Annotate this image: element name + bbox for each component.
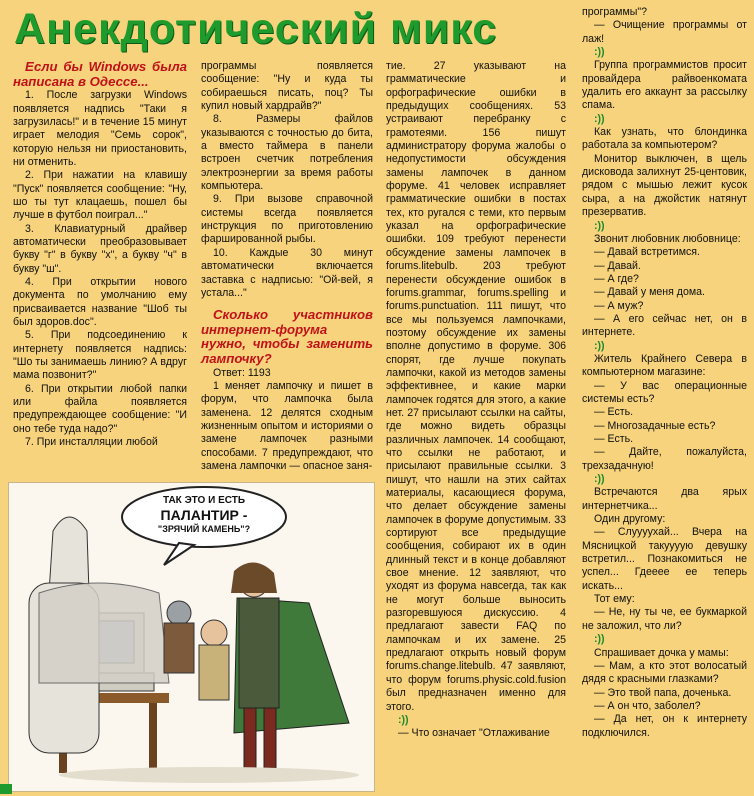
dialogue-line: — Дайте, пожалуйста, трехзадачную! — [582, 446, 747, 472]
paragraph: тие. 27 указывают на грамматические и орфографические ошибки в предыдущих сообщениях. 53 устраивают перебранку с грамотеями. 156 пишут администратору форума жалобы о недопустимости обсуждения замены лампочек в данном форуме. 41 человек исправляет грамматические ошибки в постах тех, кто ругался с теми, кто первым указал на орфографические ошибки. 109 требуют перенести обсуждение замены лампочек в forums.litebulb. 203 требуют перенести обсуждение ошибок в forums.grammar, forums.spelling и forums.punctuation. 111 пишут, что все мы пользуемся лампочками, поэтому обсуждение их замены вполне допустимо в форуме. 306 спорят, где лучше покупать лампочки, какой из методов замены эффективнее, и какие марки лампочек годятся для этого, а какие нет. 27 присылают ссылки на сайты, где можно видеть образцы различных лампочек. 14 сообщают, что ссылки не работают, и присылают правильные ссылки. 3 пишут, что нашли на этих сайтах материалы, касающиеся форума, что делает обсуждение замены лампочек в форуме допустимым. 33 сортируют все предыдущие сообщения, собирают их в один длинный текст и в конце добавляют свое мнение. 12 заявляют, что уходят из форума навсегда, так как не могут больше выносить разгоревшуюся дискуссию. 4 предлагают завести FAQ по лампочкам и их замене. 25 предлагают открыть новый форум forums.change.litebulb. 47 заявляют, что форум forums.physic.cold.fusion был предназначен именно для этого. — [386, 60, 566, 713]
dialogue-line: — А его сейчас нет, он в интернете. — [582, 312, 747, 339]
bubble-line: ПАЛАНТИР - — [160, 507, 248, 523]
paragraph: Один другому: — [594, 513, 666, 526]
smiley-separator: :)) — [594, 339, 605, 352]
paragraph: 4. При открытии нового документа по умолчанию ему присваивается название "Шоб ты был здоров.doc". — [13, 276, 187, 329]
paragraph: 7. При инсталляции любой — [25, 436, 158, 449]
smiley-separator: :)) — [594, 46, 605, 59]
dialogue-line: — А муж? — [594, 299, 644, 312]
paragraph: 5. При подсоединению к интернету появляется надпись: "Шо ты занимаешь линию? А вдруг мама позвонит?" — [13, 329, 187, 382]
paragraph: Спрашивает дочка у мамы: — [594, 646, 729, 659]
heading-lightbulb-forum: Сколько участников интернет-форума нужно, чтобы заменить лампочку? — [201, 307, 373, 366]
dialogue-line: — Очищение программы от лаж! — [582, 19, 747, 45]
page-corner-mark — [0, 784, 12, 794]
paragraph: 2. При нажатии на клавишу "Пуск" появляется сообщение: "Ну, шо ты тут клацаешь, пошел бы лучше в футбол поиграл..." — [13, 169, 187, 222]
paragraph: Монитор выключен, в щель дисковода залихнут 25-центовик, рядом с мышью лежит кусок сыра, а на джойстик натянут презерватив. — [582, 152, 747, 219]
dialogue-line: — Давай у меня дома. — [594, 286, 706, 299]
smiley-separator: :)) — [594, 112, 605, 125]
paragraph: 1. После загрузки Windows появляется надпись "Таки я загрузилась!" и в течение 15 минут играет мелодия "Семь сорок", которую нельзя ни приостановить, ни отменить. — [13, 89, 187, 168]
dialogue-line: — Слуууухай... Вчера на Мясницкой такуууую девушку встретил... Познакомиться не успел... Гдееее ее теперь искать... — [582, 526, 747, 592]
heading-windows-odessa: Если бы Windows была написана в Одессе... — [13, 59, 187, 89]
cartoon-illustration — [8, 482, 375, 792]
paragraph: Как узнать, что блондинка работала за компьютером? — [582, 126, 747, 152]
paragraph: Звонит любовник любовнице: — [594, 232, 741, 245]
bubble-line: ТАК ЭТО И ЕСТЬ — [162, 495, 246, 506]
dialogue-line: — Многозадачные есть? — [594, 419, 716, 432]
page-title: Анекдотический микс — [14, 5, 498, 53]
paragraph: 6. При открытии любой папки или файла появляется предупреждающее сообщение: "И оно тебе туда надо?" — [13, 382, 187, 435]
paragraph: Группа программистов просит провайдера райвоенкомата удалить его аккаунт за рассылку спама. — [582, 59, 747, 112]
paragraph: 9. При вызове справочной системы всегда появляется инструкция по приготовлению фаршированной рыбы. — [201, 193, 373, 246]
dialogue-line: — Мам, а кто этот волосатый дядя с красными глазками? — [582, 659, 747, 686]
smiley-separator: :)) — [594, 219, 605, 232]
dialogue-line: — А где? — [594, 272, 639, 285]
dialogue-line: — У вас операционные системы есть? — [582, 379, 747, 405]
dialogue-line: — Да нет, он к интернету подключился. — [582, 713, 747, 739]
bubble-line: "ЗРЯЧИЙ КАМЕНЬ"? — [157, 524, 251, 534]
paragraph: Тот ему: — [594, 593, 635, 606]
dialogue-line: — Давай встретимся. — [594, 246, 700, 259]
paragraph: 1 меняет лампочку и пишет в форум, что лампочка была заменена. 12 делятся сходным жизненным опытом и историями о замене лампочек разными способами. 7 предупреждают, что замена лампочки — опасное заня- — [201, 379, 373, 472]
column-4 — [582, 6, 747, 740]
paragraph: 3. Клавиатурный драйвер автоматически преобразовывает букву "г" в букву "х", а букву "ч" в букву "ш". — [13, 222, 187, 275]
dialogue-line: — Давай. — [594, 259, 641, 272]
column-3 — [386, 60, 566, 741]
paragraph: 8. Размеры файлов указываются с точностью до бита, а вместо таймера в панели встроен счетчик потребления электроэнергии за время работы компьютера. — [201, 113, 373, 193]
column-1 — [13, 60, 187, 449]
smiley-separator: :)) — [594, 633, 605, 646]
paragraph: — Что означает "Отлаживание — [398, 727, 550, 740]
paragraph: Встречаются два ярых интернетчика... — [582, 486, 747, 512]
paragraph: программы"? — [582, 6, 648, 18]
smiley-separator: :)) — [594, 473, 605, 486]
answer-line: Ответ: 1193 — [213, 366, 271, 379]
column-2 — [201, 60, 373, 473]
dialogue-line: — А он что, заболел? — [594, 699, 701, 712]
smiley-separator: :)) — [398, 713, 409, 726]
speech-bubble — [131, 495, 277, 535]
dialogue-line: — Есть. — [594, 433, 634, 445]
dialogue-line: — Это твой папа, доченька. — [594, 686, 732, 699]
paragraph: Житель Крайнего Севера в компьютерном магазине: — [582, 352, 747, 379]
paragraph: 10. Каждые 30 минут автоматически включается заставка с надписью: "Ой-вей, я устала..." — [201, 246, 373, 299]
paragraph: программы появляется сообщение: "Ну и куда ты собираешься писать, поц? Ты купил новый хардрайв?" — [201, 60, 373, 113]
dialogue-line: — Есть. — [594, 406, 634, 419]
dialogue-line: — Не, ну ты че, ее букмаркой не заложил, что ли? — [582, 606, 747, 632]
